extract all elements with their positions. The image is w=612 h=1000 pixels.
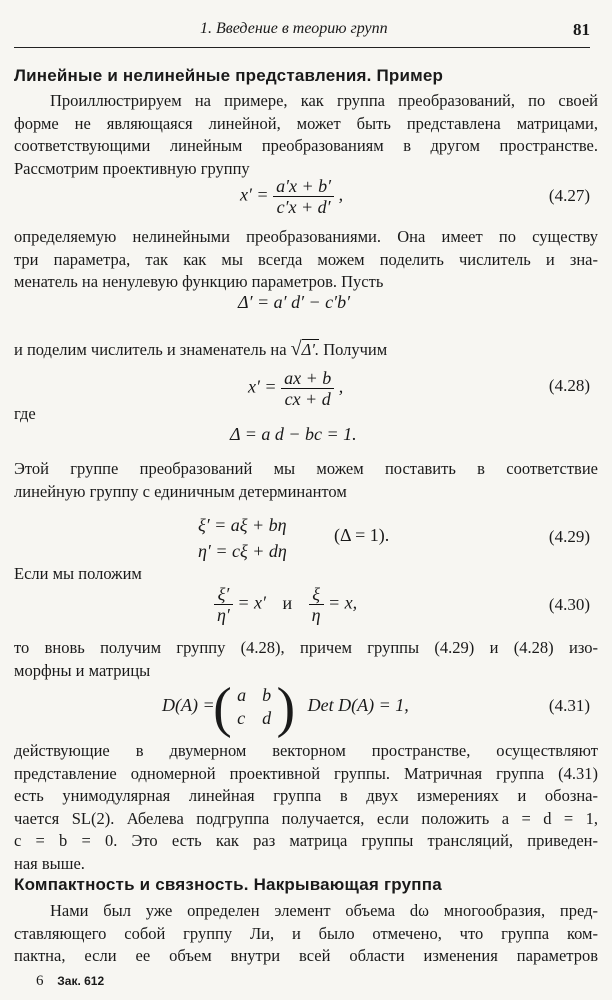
equation-4-31	[162, 677, 409, 739]
section-heading-representations: Линейные и нелинейные представления. Пример	[14, 66, 444, 85]
text-line: Рассмотрим проективную группу	[14, 158, 250, 178]
equation-line: η′ = cξ + dη	[198, 541, 287, 561]
determinant-condition: Det D(A) = 1,	[307, 695, 409, 716]
paragraph-parameters	[14, 226, 598, 294]
text-line: где	[14, 404, 36, 423]
left-paren: (	[213, 677, 232, 739]
text-line	[14, 338, 598, 361]
equation-condition: (Δ = 1).	[334, 525, 390, 545]
text-line: ная выше.	[14, 853, 85, 873]
equation-number: (4.28)	[548, 376, 590, 395]
equation-lhs: x′ =	[240, 184, 269, 205]
text-line: линейную группу с единичным детерминантом	[14, 481, 347, 501]
equation-number: (4.31)	[548, 696, 590, 715]
equation-lhs: x′ =	[248, 376, 277, 397]
denominator: cx + d	[284, 389, 331, 409]
matrix-cell: a	[237, 685, 247, 705]
equation-4-30	[214, 584, 357, 625]
text-line: действующие в двумерном векторном пространстве, осуществляют	[14, 741, 598, 760]
paragraph-volume	[14, 900, 598, 968]
paragraph-if	[14, 563, 598, 586]
text-line: Нами был уже определен элемент объема dω многообразия, пред-	[50, 901, 598, 920]
denominator: η′	[217, 605, 230, 625]
fraction	[214, 584, 233, 625]
equation-tail: ,	[338, 184, 344, 205]
text-line: Если мы положим	[14, 564, 142, 583]
text-fragment: Получим	[323, 340, 388, 359]
sqrt-argument: Δ′.	[301, 340, 320, 359]
right-paren: )	[276, 677, 296, 739]
text-fragment: и поделим числитель и знаменатель на	[14, 340, 287, 359]
text-line: Этой группе преобразований мы можем поставить в соответствие	[14, 459, 598, 478]
text-line: морфны и матрицы	[14, 660, 151, 680]
paragraph-isomorphic	[14, 637, 598, 682]
text-line: форме не являющаяся линейной, может быть представлена матрицами,	[14, 113, 598, 133]
fraction	[309, 584, 324, 625]
paragraph-divide	[14, 338, 598, 361]
denominator: c′x + d′	[276, 197, 331, 217]
equation-tail: ,	[338, 376, 344, 397]
matrix	[213, 677, 296, 739]
equation-line: ξ′ = aξ + bη	[198, 515, 287, 535]
equation-part: = x′	[237, 592, 266, 613]
matrix-cell: c	[237, 708, 246, 728]
equation-number: (4.27)	[548, 186, 590, 205]
fraction	[273, 176, 334, 217]
section-heading-compactness: Компактность и связность. Накрывающая группа	[14, 875, 442, 894]
text-line: менатель на ненулевую функцию параметров. Пусть	[14, 272, 384, 291]
text-line: чается SL(2). Абелева подгруппа получается, если положить a = d = 1,	[14, 808, 598, 828]
print-order: Зак. 612	[57, 974, 105, 988]
numerator: ξ	[309, 584, 324, 605]
text-line: пактна, если ее объем внутри всей области изменения параметров	[14, 946, 598, 965]
text-line: три параметра, так как мы всегда можем поделить числитель и зна-	[14, 249, 598, 269]
running-head: 1. Введение в теорию групп	[200, 20, 388, 37]
equation-part: = x,	[328, 592, 358, 613]
text-line: то вновь получим группу (4.28), причем группы (4.29) и (4.28) изо-	[14, 638, 598, 657]
equation-number: (4.29)	[548, 527, 590, 546]
numerator: ax + b	[281, 368, 334, 389]
text-line: c = b = 0. Это есть как раз матрица группы трансляций, приведен-	[14, 831, 598, 850]
paragraph-sl2	[14, 740, 598, 875]
matrix-cell: d	[262, 708, 272, 728]
conjunction: и	[282, 592, 293, 613]
page-number: 81	[573, 20, 590, 39]
paragraph-linear-group	[14, 458, 598, 503]
text-line: есть унимодулярная линейная группа в двух измерениях и обозна-	[14, 786, 598, 805]
header-rule	[14, 47, 590, 48]
equation-delta-prime: Δ′ = a′ d′ − c′b′	[238, 292, 351, 312]
numerator: ξ′	[214, 584, 233, 605]
equation-4-29	[198, 512, 287, 564]
sqrt-symbol: √	[290, 338, 302, 360]
denominator: η	[311, 605, 321, 625]
text-line: Проиллюстрируем на примере, как группа преобразований, по своей	[50, 91, 598, 110]
paragraph-where	[14, 403, 598, 426]
matrix-cell: b	[262, 685, 272, 705]
text-line: представление одномерной проективной группы. Матричная группа (4.31)	[14, 763, 598, 783]
text-line: ставляющего собой группу Ли, и было отмечено, что группа ком-	[14, 923, 598, 943]
text-line: соответствующими линейным преобразованиям в другом пространстве.	[14, 136, 598, 155]
text-line: определяемую нелинейными преобразованиями. Она имеет по существу	[14, 227, 598, 246]
paragraph-intro	[14, 90, 598, 180]
equation-4-27	[240, 176, 343, 217]
equation-delta: Δ = a d − bc = 1.	[230, 424, 357, 444]
signature-mark: 6	[36, 973, 44, 989]
numerator: a′x + b′	[273, 176, 334, 197]
equation-number: (4.30)	[548, 595, 590, 614]
equation-lhs: D(A) =	[162, 695, 215, 716]
matrix-table	[229, 684, 279, 730]
page-footer	[36, 973, 104, 990]
